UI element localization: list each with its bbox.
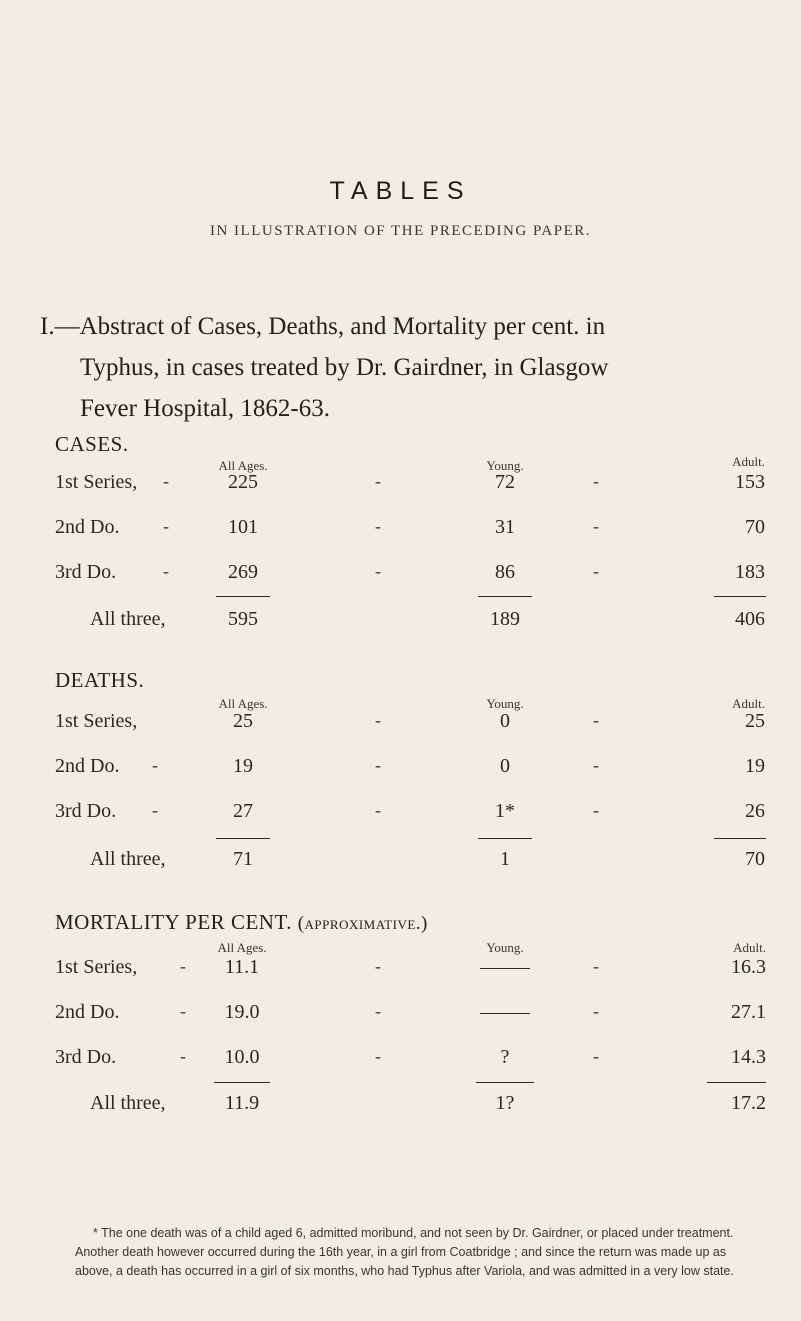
leader-dash: -: [593, 800, 599, 820]
table-heading-line-2: Typhus, in cases treated by Dr. Gairdner, in Glasgow: [80, 354, 609, 381]
cell-young-blank: [470, 1001, 540, 1024]
cell-all-ages: 19.0: [224, 1001, 260, 1023]
table-row: [0, 561, 801, 595]
leader-dash: -: [375, 471, 381, 491]
cell-all-ages: 225: [228, 471, 258, 493]
total-adult: 17.2: [731, 1092, 766, 1114]
cell-adult: 16.3: [731, 956, 766, 978]
deaths-header-all-ages: All Ages.: [218, 696, 268, 711]
leader-dash: -: [593, 710, 599, 730]
total-label: All three,: [90, 1092, 166, 1114]
row-label: 3rd Do.: [55, 1046, 117, 1068]
mortality-title: [55, 910, 428, 935]
mortality-header-young: Young.: [486, 940, 524, 955]
leader-dash: -: [375, 1046, 381, 1066]
cell-young: 1*: [495, 800, 515, 822]
total-rule: [714, 596, 766, 597]
cell-adult: 25: [745, 710, 765, 732]
mortality-header-all-ages: All Ages.: [217, 940, 267, 955]
total-rule: [478, 596, 532, 597]
cases-title: CASES.: [55, 432, 129, 456]
total-rule: [714, 838, 766, 839]
total-rule: [216, 838, 270, 839]
total-all-ages: 11.9: [224, 1092, 260, 1114]
cell-young: 31: [495, 516, 515, 538]
row-label: 3rd Do.: [55, 561, 117, 583]
table-row: [0, 1001, 801, 1035]
mortality-header-adult: Adult.: [733, 940, 766, 955]
total-rule: [478, 838, 532, 839]
cases-header-young: Young.: [486, 458, 524, 473]
page-title: TABLES: [329, 177, 472, 205]
deaths-header-adult: Adult.: [732, 696, 765, 711]
total-row: [0, 1092, 801, 1126]
table-row: [0, 516, 801, 550]
row-label: 1st Series,: [55, 710, 138, 732]
cases-header-adult: Adult.: [732, 454, 765, 469]
deaths-header-young: Young.: [486, 696, 524, 711]
leader-dash: -: [375, 516, 381, 536]
table-heading-line-3: Fever Hospital, 1862-63.: [80, 395, 330, 422]
table-row: [0, 800, 801, 834]
total-adult: 70: [745, 848, 765, 870]
leader-dash: -: [593, 516, 599, 536]
total-all-ages: 595: [228, 608, 258, 630]
leader-dash: -: [593, 956, 599, 976]
cell-young: 72: [495, 471, 515, 493]
table-row: [0, 710, 801, 744]
table-row: [0, 956, 801, 990]
total-young: 189: [490, 608, 520, 630]
leader-dash: -: [163, 471, 169, 491]
cell-all-ages: 10.0: [224, 1046, 260, 1068]
row-label: 3rd Do.: [55, 800, 117, 822]
leader-dash: -: [593, 755, 599, 775]
leader-dash: -: [375, 710, 381, 730]
table-row: [0, 471, 801, 505]
cell-adult: 183: [735, 561, 765, 583]
leader-dash: -: [163, 516, 169, 536]
leader-dash: -: [375, 755, 381, 775]
row-label: 1st Series,: [55, 956, 138, 978]
total-rule: [214, 1082, 270, 1083]
total-label: All three,: [90, 608, 166, 630]
leader-dash: -: [593, 471, 599, 491]
blank-dash: [480, 1013, 530, 1014]
cell-adult: 26: [745, 800, 765, 822]
table-heading: [40, 306, 780, 429]
cell-adult: 27.1: [731, 1001, 766, 1023]
total-adult: 406: [735, 608, 765, 630]
total-rule: [476, 1082, 534, 1083]
total-rule: [216, 596, 270, 597]
cell-young: 86: [495, 561, 515, 583]
leader-dash: -: [593, 561, 599, 581]
total-row: [0, 848, 801, 882]
total-all-ages: 71: [233, 848, 253, 870]
total-label: All three,: [90, 848, 166, 870]
leader-dash: -: [593, 1001, 599, 1021]
mortality-qualifier: (approximative.): [297, 913, 428, 934]
footnote: * The one death was of a child aged 6, admitted moribund, and not seen by Dr. Gairdner, or placed under treatment. Another death however occurred during the 16th year, in a girl from Coatbridge ; and since the return was made up as above, a death has occurred in a girl of six months, who had Typhus after Variola, and was admitted in a very low state.: [75, 1226, 734, 1278]
cell-young: 0: [500, 755, 510, 777]
cell-all-ages: 19: [233, 755, 253, 777]
leader-dash: -: [152, 755, 158, 775]
cell-all-ages: 269: [228, 561, 258, 583]
row-label: 2nd Do.: [55, 755, 120, 777]
total-rule: [707, 1082, 766, 1083]
mortality-title-text: MORTALITY PER CENT.: [55, 910, 292, 934]
table-row: [0, 755, 801, 789]
leader-dash: -: [163, 561, 169, 581]
leader-dash: -: [180, 956, 186, 976]
row-label: 1st Series,: [55, 471, 138, 493]
leader-dash: -: [152, 800, 158, 820]
leader-dash: -: [180, 1001, 186, 1021]
row-label: 2nd Do.: [55, 1001, 120, 1023]
total-young: 1: [500, 848, 510, 870]
table-row: [0, 1046, 801, 1080]
cell-adult: 153: [735, 471, 765, 493]
leader-dash: -: [375, 956, 381, 976]
cell-young-blank: [470, 956, 540, 979]
leader-dash: -: [375, 561, 381, 581]
cell-young: ?: [500, 1046, 510, 1068]
blank-dash: [480, 968, 530, 969]
cases-header-all-ages: All Ages.: [218, 458, 268, 473]
cell-adult: 19: [745, 755, 765, 777]
cell-all-ages: 27: [233, 800, 253, 822]
leader-dash: -: [593, 1046, 599, 1066]
cell-adult: 14.3: [731, 1046, 766, 1068]
leader-dash: -: [375, 1001, 381, 1021]
cell-all-ages: 101: [228, 516, 258, 538]
cell-adult: 70: [745, 516, 765, 538]
deaths-title: DEATHS.: [55, 668, 145, 692]
table-heading-line-1: I.—Abstract of Cases, Deaths, and Mortality per cent. in: [40, 313, 606, 340]
cell-young: 0: [500, 710, 510, 732]
total-row: [0, 608, 801, 642]
leader-dash: -: [180, 1046, 186, 1066]
leader-dash: -: [375, 800, 381, 820]
row-label: 2nd Do.: [55, 516, 120, 538]
page-subtitle: IN ILLUSTRATION OF THE PRECEDING PAPER.: [209, 223, 592, 239]
cell-all-ages: 25: [233, 710, 253, 732]
cell-all-ages: 11.1: [224, 956, 260, 978]
total-young: 1?: [495, 1092, 515, 1114]
